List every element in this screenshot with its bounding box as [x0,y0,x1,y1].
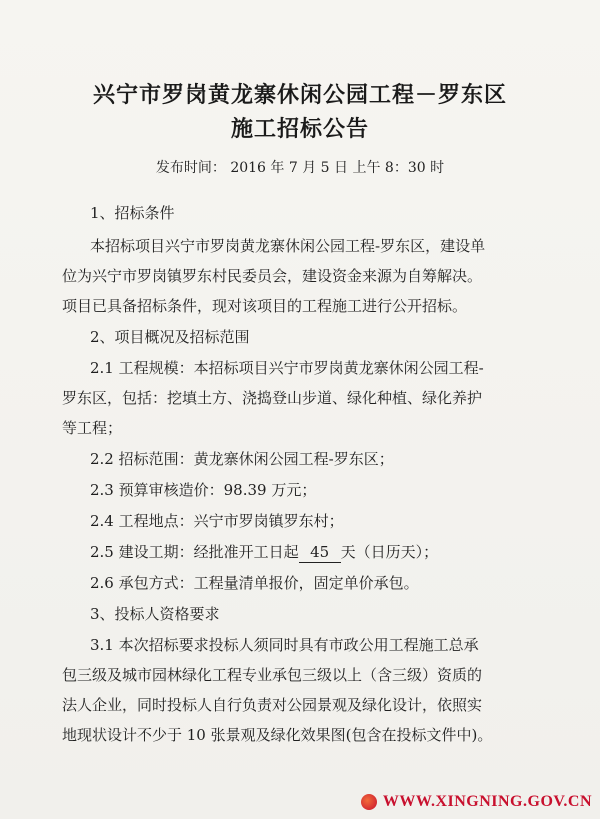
paragraph-line: 地现状设计不少于 10 张景观及绿化效果图(包含在投标文件中)。 [62,726,493,744]
paragraph-line: 2.1 工程规模：本招标项目兴宁市罗岗黄龙寨休闲公园工程- [90,359,484,377]
item-2-2: 2.2 招标范围：黄龙寨休闲公园工程-罗东区； [90,450,394,468]
section-2-heading: 2、项目概况及招标范围 [90,328,250,346]
paragraph-line: 包三级及城市园林绿化工程专业承包三级以上（含三级）资质的 [62,666,483,684]
site-logo-icon [361,794,377,810]
publish-time: 发布时间： 2016 年 7 月 5 日 上午 8：30 时 [155,160,445,176]
duration-value: 45 [299,542,341,563]
site-url: WWW.XINGNING.GOV.CN [382,793,592,810]
paragraph-line: 法人企业，同时投标人自行负责对公园景观及绿化设计，依照实 [62,696,483,714]
section-1-heading: 1、招标条件 [90,204,175,222]
section-3-heading: 3、投标人资格要求 [90,605,220,623]
duration-suffix: 天（日历天）； [340,543,439,561]
item-2-5 [90,542,438,563]
title-line-2: 施工招标公告 [230,116,369,142]
title-line-1: 兴宁市罗岗黄龙寨休闲公园工程－罗东区 [92,82,507,108]
site-watermark [361,793,592,811]
item-2-5-label: 2.5 建设工期：经批准开工日起 [90,543,299,561]
paragraph-line: 本招标项目兴宁市罗岗黄龙寨休闲公园工程-罗东区，建设单 [90,237,486,255]
paragraph-line: 罗东区，包括：挖填土方、浇捣登山步道、绿化种植、绿化养护 [62,389,483,407]
item-2-6: 2.6 承包方式：工程量清单报价，固定单价承包。 [90,574,419,592]
item-2-3: 2.3 预算审核造价：98.39 万元； [90,481,317,499]
paragraph-line: 项目已具备招标条件，现对该项目的工程施工进行公开招标。 [62,297,468,315]
paragraph-line: 3.1 本次招标要求投标人须同时具有市政公用工程施工总承 [90,636,479,654]
paragraph-line: 位为兴宁市罗岗镇罗东村民委员会，建设资金来源为自筹解决。 [62,267,483,285]
paragraph-line: 等工程； [62,419,123,437]
item-2-4: 2.4 工程地点：兴宁市罗岗镇罗东村； [90,512,344,530]
